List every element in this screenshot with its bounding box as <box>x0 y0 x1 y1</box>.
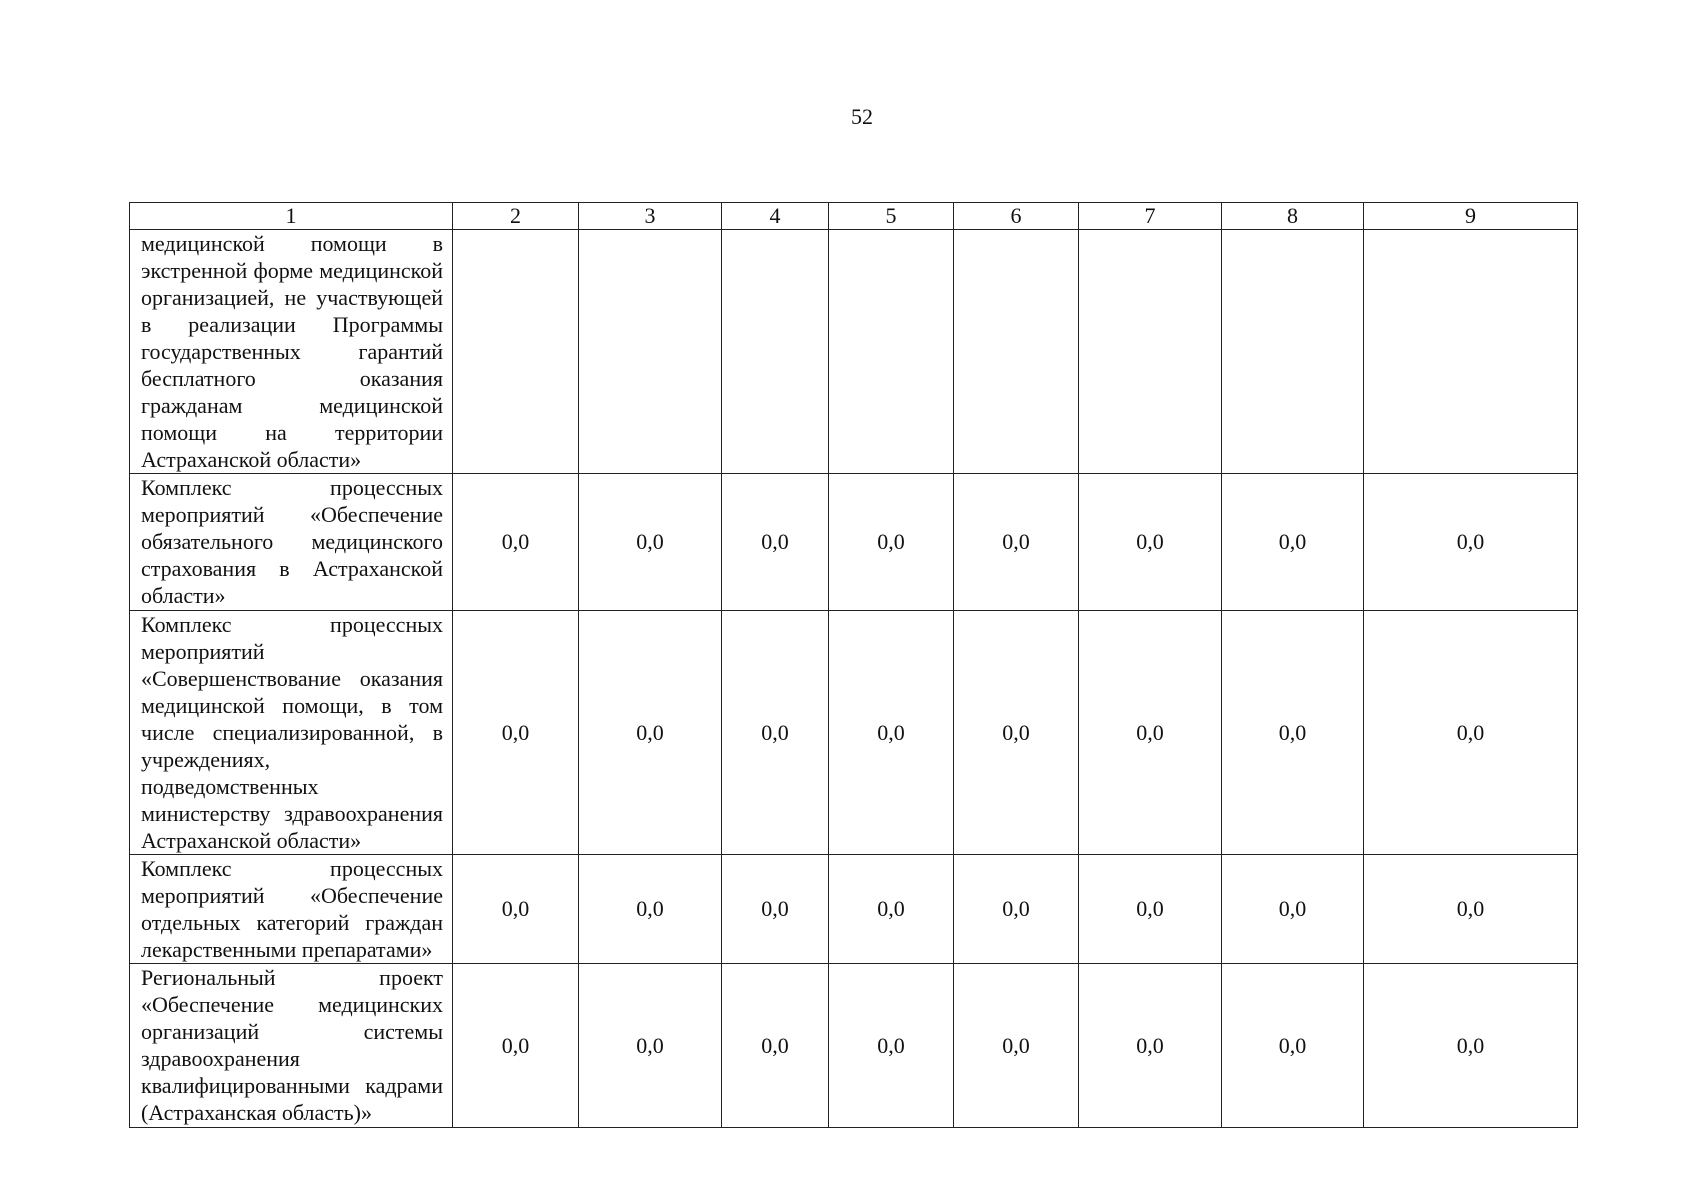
table-cell <box>829 230 954 474</box>
row-description: медицинской помощи в экстренной форме медицинской организацией, не участвующей в реализации Программы государственных гарантий бесплатного оказания гражданам медицинской помощи на территории Астраханской области» <box>130 230 453 474</box>
table-cell <box>1079 230 1222 474</box>
table-cell: 0,0 <box>1222 964 1364 1128</box>
table-row <box>130 964 1578 1128</box>
column-header: 1 <box>130 203 453 230</box>
page-number: 52 <box>851 104 873 129</box>
table-cell: 0,0 <box>1364 474 1578 611</box>
table-cell: 0,0 <box>453 611 579 855</box>
row-description: Комплекс процессных мероприятий «Совершенствование оказания медицинской помощи, в том числе специализированной, в учреждениях, подведомственных министерству здравоохранения Астраханской области» <box>130 611 453 855</box>
table-cell: 0,0 <box>453 855 579 964</box>
column-header: 2 <box>453 203 579 230</box>
table-cell: 0,0 <box>722 474 829 611</box>
table-cell <box>1364 230 1578 474</box>
row-description: Комплекс процессных мероприятий «Обеспечение обязательного медицинского страхования в Астраханской области» <box>130 474 453 611</box>
table-row <box>130 230 1578 474</box>
table-cell: 0,0 <box>722 611 829 855</box>
table-cell: 0,0 <box>579 964 722 1128</box>
table-cell: 0,0 <box>954 611 1079 855</box>
table-cell: 0,0 <box>579 611 722 855</box>
table-row <box>130 474 1578 611</box>
table-cell: 0,0 <box>829 855 954 964</box>
table-cell: 0,0 <box>1364 611 1578 855</box>
table-cell: 0,0 <box>954 964 1079 1128</box>
column-header: 8 <box>1222 203 1364 230</box>
table-cell: 0,0 <box>722 855 829 964</box>
row-description: Региональный проект «Обеспечение медицинских организаций системы здравоохранения квалифицированными кадрами (Астраханская область)» <box>130 964 453 1128</box>
table-cell: 0,0 <box>954 474 1079 611</box>
column-header: 9 <box>1364 203 1578 230</box>
table-cell: 0,0 <box>722 964 829 1128</box>
table-cell <box>954 230 1079 474</box>
table-cell: 0,0 <box>829 964 954 1128</box>
table-row <box>130 611 1578 855</box>
table-cell: 0,0 <box>1079 474 1222 611</box>
table-cell <box>579 230 722 474</box>
table-cell: 0,0 <box>829 474 954 611</box>
table-cell: 0,0 <box>1079 964 1222 1128</box>
row-description: Комплекс процессных мероприятий «Обеспечение отдельных категорий граждан лекарственными препаратами» <box>130 855 453 964</box>
table-cell: 0,0 <box>453 964 579 1128</box>
column-header: 3 <box>579 203 722 230</box>
column-number-row <box>130 203 1578 230</box>
table-cell: 0,0 <box>1079 855 1222 964</box>
table-cell: 0,0 <box>954 855 1079 964</box>
table-cell <box>453 230 579 474</box>
table-cell: 0,0 <box>1364 855 1578 964</box>
table-cell: 0,0 <box>829 611 954 855</box>
column-header: 7 <box>1079 203 1222 230</box>
column-header: 6 <box>954 203 1079 230</box>
table-cell <box>722 230 829 474</box>
table-cell <box>1222 230 1364 474</box>
table-cell: 0,0 <box>579 474 722 611</box>
table-row <box>130 855 1578 964</box>
table-cell: 0,0 <box>1364 964 1578 1128</box>
column-header: 4 <box>722 203 829 230</box>
table-cell: 0,0 <box>579 855 722 964</box>
table-cell: 0,0 <box>1079 611 1222 855</box>
table-cell: 0,0 <box>1222 855 1364 964</box>
table-cell: 0,0 <box>1222 474 1364 611</box>
data-table <box>129 202 1578 1128</box>
column-header: 5 <box>829 203 954 230</box>
table-cell: 0,0 <box>453 474 579 611</box>
table-cell: 0,0 <box>1222 611 1364 855</box>
